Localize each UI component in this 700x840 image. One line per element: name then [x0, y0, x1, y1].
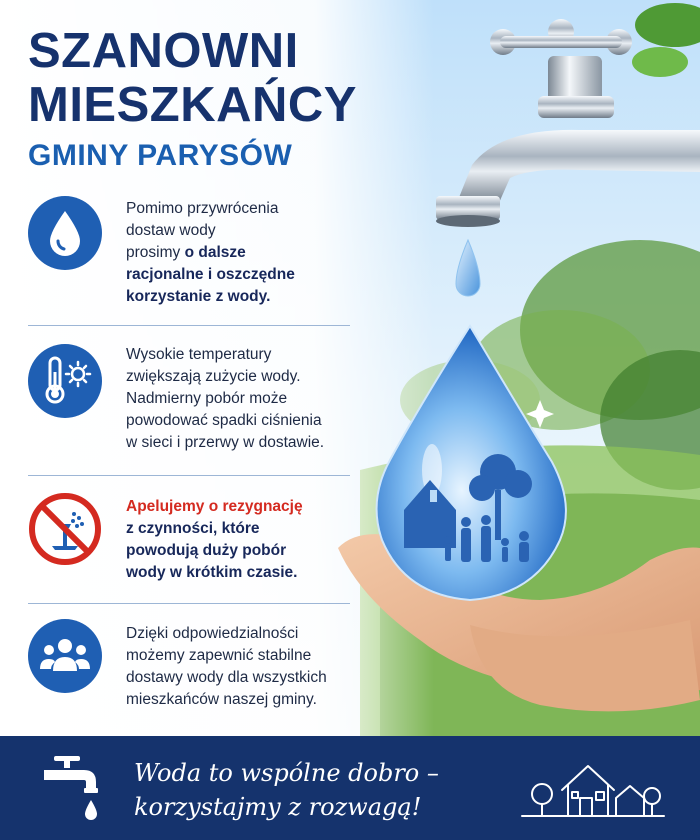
item1-line5: korzystanie z wody.	[126, 288, 271, 305]
item1-line3	[126, 242, 361, 264]
divider-3	[28, 603, 350, 604]
community-people-icon	[28, 619, 102, 693]
item2-line1: Wysokie temperatury	[126, 346, 272, 363]
item4-line3: dostawy wody dla wszystkich	[126, 669, 327, 686]
item4-line1: Dzięki odpowiedzialności	[126, 625, 299, 642]
item1-line4: racjonalne i oszczędne	[126, 266, 295, 283]
item3-line3: powodują duży pobór	[126, 542, 287, 559]
item2-line2: zwiększają zużycie wody.	[126, 368, 301, 385]
divider-2	[28, 475, 350, 476]
item3-line2: z czynności, które	[126, 520, 260, 537]
houses-trees-icon	[518, 754, 668, 824]
divider-1	[28, 325, 350, 326]
item1-line3-plain: prosimy	[126, 244, 185, 261]
no-sprinkler-icon	[28, 492, 102, 566]
item3-line4: wody w krótkim czasie.	[126, 564, 298, 581]
item4-line2: możemy zapewnić stabilne	[126, 647, 312, 664]
water-drop-icon	[28, 196, 102, 270]
slogan-line-1: Woda to wspólne dobro –	[134, 759, 439, 787]
slogan-line-2: korzystajmy z rozwagą!	[134, 793, 422, 821]
thermometer-sun-icon	[28, 344, 102, 418]
title-line-1: SZANOWNI	[28, 24, 299, 78]
item2-line5: w sieci i przerwy w dostawie.	[126, 434, 325, 451]
item1-line1: Pomimo przywrócenia	[126, 200, 279, 217]
faucet-icon	[40, 752, 102, 826]
title-line-2: MIESZKAŃCY	[28, 78, 357, 132]
item3-line1: Apelujemy o rezygnację	[126, 498, 303, 515]
slogan	[134, 756, 439, 824]
footer-banner	[0, 736, 700, 840]
item2-line4: powodować spadki ciśnienia	[126, 412, 322, 429]
item1-line3-bold: o dalsze	[184, 244, 246, 261]
item4-line4: mieszkańców naszej gminy.	[126, 691, 317, 708]
subtitle: GMINY PARYSÓW	[28, 139, 293, 172]
header	[28, 24, 357, 174]
item2-line3: Nadmierny pobór może	[126, 390, 288, 407]
item1-line2: dostaw wody	[126, 222, 216, 239]
